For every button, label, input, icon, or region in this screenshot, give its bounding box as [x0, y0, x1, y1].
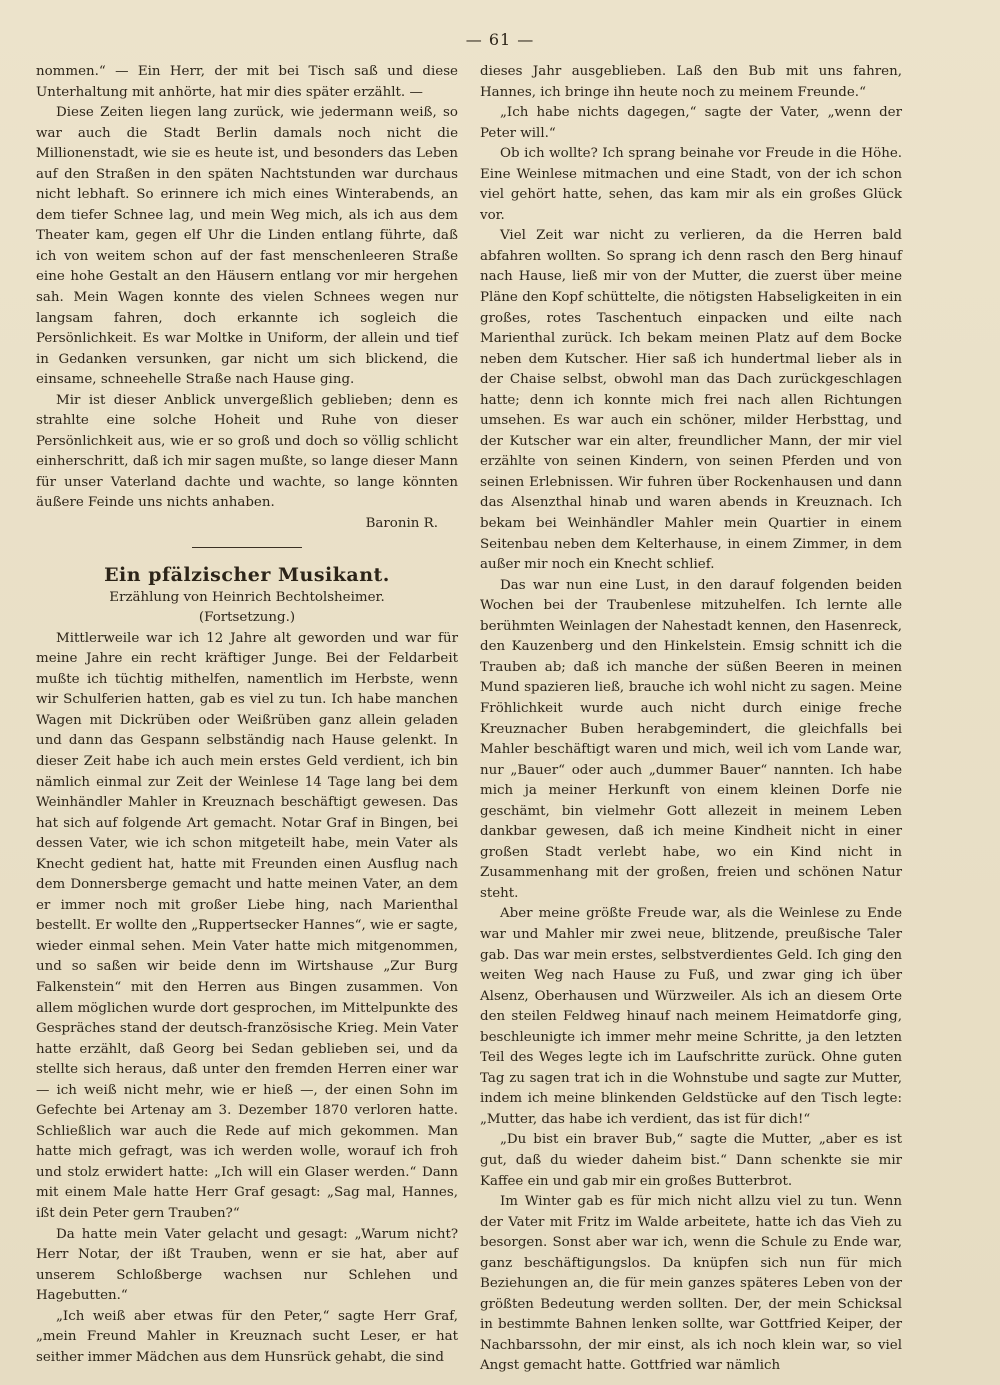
- paragraph: Viel Zeit war nicht zu verlieren, da die Herren bald abfahren wollten. So sprang ich denn rasch den Berg hinauf nach Hause, ließ mir von der Mutter, die zuerst über meine Pläne den Kopf schüttelte, die nötigsten Habseligkeiten in ein großes, rotes Taschentuch einpacken und eilte nach Marienthal zurück. Ich bekam meinen Platz auf dem Bocke neben dem Kutscher. Hier saß ich hundertmal lieber als in der Chaise selbst, obwohl man das Dach zurückgeschlagen hatte; denn ich konnte mich frei nach allen Richtungen umsehen. Es war auch ein schöner, milder Herbsttag, und der Kutscher war ein alter, freundlicher Mann, der mir viel erzählte von seinen Kindern, von seinen Pferden und von seinen Erlebnissen. Wir fuhren über Rockenhausen und dann das Alsenzthal hinab und waren abends in Kreuznach. Ich bekam bei Weinhändler Mahler mein Quartier in einem Seitenbau neben dem Kelterhause, in einem Zimmer, in dem außer mir noch ein Knecht schlief.: [480, 228, 902, 573]
- paragraph: Da hatte mein Vater gelacht und gesagt: „Warum nicht? Herr Notar, der ißt Trauben, wenn er sie hat, aber auf unserem Schloßberge wachsen nur Schlehen und Hagebutten.“: [36, 1226, 458, 1304]
- section-divider: [192, 547, 302, 548]
- paragraph: nommen.“ — Ein Herr, der mit bei Tisch saß und diese Unterhaltung mit anhörte, hat mir dies später erzählt. —: [36, 64, 458, 100]
- story-title: Ein pfälzischer Musikant.: [104, 563, 390, 586]
- left-column: [36, 62, 458, 1368]
- page-number: — 61 —: [465, 30, 535, 49]
- paragraph: Ob ich wollte? Ich sprang beinahe vor Freude in die Höhe. Eine Weinlese mitmachen und eine Stadt, von der ich schon viel gehört hatte, sehen, das kam mir als ein großes Glück vor.: [480, 146, 902, 223]
- paragraph: Mittlerweile war ich 12 Jahre alt geworden und war für meine Jahre ein recht kräftiger Junge. Bei der Feldarbeit mußte ich tüchtig mithelfen, namentlich im Herbste, wenn wir Schulferien hatten, gab es viel zu tun. Ich habe manchen Wagen mit Dickrüben oder Weißrüben ganz allein geladen und dann das Gespann selbständig nach Hause gelenkt. In dieser Zeit habe ich auch mein erstes Geld verdient, ich bin nämlich einmal zur Zeit der Weinlese 14 Tage lang bei dem Weinhändler Mahler in Kreuznach beschäftigt gewesen. Das hat sich auf folgende Art gemacht. Notar Graf in Bingen, bei dessen Vater, wie ich schon mitgeteilt habe, mein Vater als Knecht gedient hat, hatte mit Freunden einen Ausflug nach dem Donnersberge gemacht und hatte meinen Vater, an dem er immer noch mit großer Liebe hing, nach Marienthal bestellt. Er wollte den „Ruppertsecker Hannes“, wie er sagte, wieder einmal sehen. Mein Vater hatte mich mitgenommen, und so saßen wir beide denn im Wirtshause „Zur Burg Falkenstein“ mit den Herren aus Bingen zusammen. Von allem möglichen wurde dort gesprochen, im Mittelpunkte des Gespräches stand der deutsch-französische Krieg. Mein Vater hatte erzählt, daß Georg bei Sedan geblieben sei, und da stellte sich heraus, daß unter den fremden Herren einer war — ich weiß nicht mehr, wie er hieß —, der einen Sohn im Gefechte bei Artenay am 3. Dezember 1870 verloren hatte. Schließlich war auch die Rede auf mich gekommen. Man hatte mich gefragt, was ich werden wolle, worauf ich froh und stolz erwidert hatte: „Ich will ein Glaser werden.“ Dann mit einem Male hatte Herr Graf gesagt: „Sag mal, Hannes, ißt dein Peter gern Trauben?“: [36, 630, 458, 1221]
- paragraph: „Ich weiß aber etwas für den Peter,“ sagte Herr Graf, „mein Freund Mahler in Kreuznach sucht Leser, er hat seither immer Mädchen aus dem Hunsrück gehabt, die sind: [36, 1308, 458, 1365]
- story-byline: Erzählung von Heinrich Bechtolsheimer.: [109, 589, 385, 605]
- article-signature: Baronin R.: [365, 516, 438, 532]
- paragraph: Das war nun eine Lust, in den darauf folgenden beiden Wochen bei der Traubenlese mitzuhelfen. Ich lernte alle berühmten Weinlagen der Nahestadt kennen, den Hasenreck, den Kauzenberg und den Hinkelstein. Emsig schnitt ich die Trauben ab; daß ich manche der süßen Beeren in meinen Mund spazieren ließ, brauche ich wohl nicht zu sagen. Meine Fröhlichkeit wurde auch nicht durch einige freche Kreuznacher Buben herabgemindert, die gleichfalls bei Mahler beschäftigt waren und mich, weil ich vom Lande war, nur „Bauer“ oder auch „dummer Bauer“ nannten. Ich habe mich ja meiner Herkunft von einem kleinen Dorfe nie geschämt, bin vielmehr Gott allezeit in meinem Leben dankbar gewesen, daß ich meine Kindheit nicht in einer großen Stadt verlebt habe, wo ein Kind nicht in Zusammenhang mit der großen, freien und schönen Natur steht.: [480, 577, 902, 901]
- paragraph: dieses Jahr ausgeblieben. Laß den Bub mit uns fahren, Hannes, ich bringe ihn heute noch zu meinem Freunde.“: [480, 64, 902, 100]
- paragraph: Diese Zeiten liegen lang zurück, wie jedermann weiß, so war auch die Stadt Berlin damals noch nicht die Millionenstadt, wie sie es heute ist, und besonders das Leben auf den Straßen in den späten Nachtstunden war durchaus nicht lebhaft. So erinnere ich mich eines Winterabends, an dem tiefer Schnee lag, und mein Weg mich, als ich aus dem Theater kam, gegen elf Uhr die Linden entlang führte, daß ich von weitem schon auf der fast menschenleeren Straße eine hohe Gestalt an den Häusern entlang vor mir hergehen sah. Mein Wagen konnte des vielen Schnees wegen nur langsam fahren, doch erkannte ich sogleich die Persönlichkeit. Es war Moltke in Uniform, der allein und tief in Gedanken versunken, gar nicht um sich blickend, die einsame, schneehelle Straße nach Hause ging.: [36, 105, 458, 388]
- paragraph: Im Winter gab es für mich nicht allzu viel zu tun. Wenn der Vater mit Fritz im Walde arbeitete, hatte ich das Vieh zu besorgen. Sonst aber war ich, wenn die Schule zu Ende war, ganz beschäftigungslos. Da knüpfen sich nun für mich Beziehungen an, die für mein ganzes späteres Leben von der größten Bedeutung werden sollten. Der, der mein Schicksal in bestimmte Bahnen lenken sollte, war Gottfried Keiper, der Nachbarssohn, der mir einst, als ich noch klein war, so viel Angst gemacht hatte. Gottfried war nämlich: [480, 1194, 902, 1374]
- paragraph: „Du bist ein braver Bub,“ sagte die Mutter, „aber es ist gut, daß du wieder daheim bist.“ Dann schenkte sie mir Kaffee ein und gab mir ein großes Butterbrot.: [480, 1132, 902, 1189]
- right-column: [480, 62, 902, 1377]
- paragraph: Mir ist dieser Anblick unvergeßlich geblieben; denn es strahlte eine solche Hoheit und Ruhe von dieser Persönlichkeit aus, wie er so groß und doch so völlig schlicht einherschritt, daß ich mir sagen mußte, so lange dieser Mann für unser Vaterland dachte und wachte, so lange könnten äußere Feinde uns nichts anhaben.: [36, 392, 458, 511]
- paragraph: „Ich habe nichts dagegen,“ sagte der Vater, „wenn der Peter will.“: [480, 105, 902, 141]
- paragraph: Aber meine größte Freude war, als die Weinlese zu Ende war und Mahler mir zwei neue, blitzende, preußische Taler gab. Das war mein erstes, selbstverdientes Geld. Ich ging den weiten Weg nach Hause zu Fuß, und zwar ging ich über Alsenz, Oberhausen und Würzweiler. Als ich an diesem Orte den steilen Feldweg hinauf nach meinem Heimatdorfe ging, beschleunigte ich immer mehr meine Schritte, ja den letzten Teil des Weges legte ich im Laufschritte zurück. Ohne guten Tag zu sagen trat ich in die Wohnstube und sagte zur Mutter, indem ich meine blinkenden Geldstücke auf den Tisch legte: „Mutter, das habe ich verdient, das ist für dich!“: [480, 906, 902, 1127]
- continuation-note: (Fortsetzung.): [198, 610, 296, 626]
